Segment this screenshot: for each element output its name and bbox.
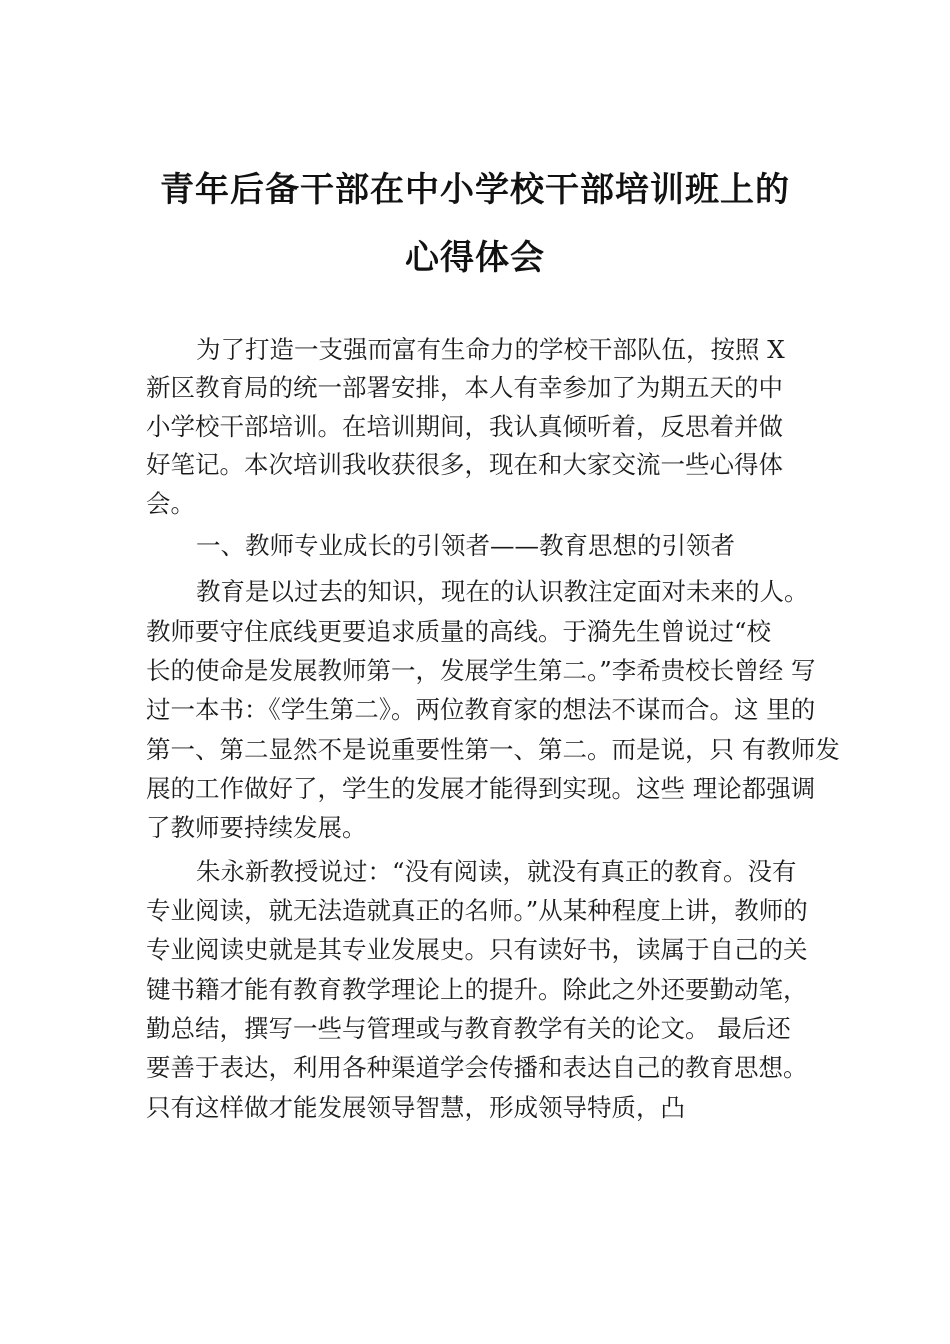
paragraph-2-line: 展的工作做好了，学生的发展才能得到实现。这些 理论都强调 bbox=[146, 774, 816, 803]
paragraph-3-line: 只有这样做才能发展领导智慧，形成领导特质，凸 bbox=[146, 1093, 685, 1122]
paragraph-2-line: 了教师要持续发展。 bbox=[146, 813, 367, 842]
paragraph-2-line: 第一、第二显然不是说重要性第一、第二。而是说，只 有教师发 bbox=[146, 735, 840, 764]
paragraph-2-line: 教师要守住底线更要追求质量的高线。于漪先生曾说过“校 bbox=[146, 617, 772, 646]
document-title-line-2: 心得体会 bbox=[405, 238, 545, 278]
paragraph-1-line: 小学校干部培训。在培训期间，我认真倾听着，反思着并做 bbox=[146, 412, 783, 441]
section-heading: 一、教师专业成长的引领者——教育思想的引领者 bbox=[196, 531, 735, 560]
paragraph-1-line: 新区教育局的统一部署安排，本人有幸参加了为期五天的中 bbox=[146, 373, 783, 402]
paragraph-3-line: 朱永新教授说过：“没有阅读，就没有真正的教育。没有 bbox=[196, 857, 797, 886]
paragraph-3-line: 勤总结，撰写一些与管理或与教育教学有关的论文。 最后还 bbox=[146, 1014, 791, 1043]
paragraph-1-line: 好笔记。本次培训我收获很多，现在和大家交流一些心得体 bbox=[146, 450, 783, 479]
paragraph-2-line: 长的使命是发展教师第一，发展学生第二。”李希贵校长曾经 写 bbox=[146, 656, 816, 685]
paragraph-3-line: 专业阅读，就无法造就真正的名师。”从某种程度上讲，教师的 bbox=[146, 896, 808, 925]
paragraph-1-line: 会。 bbox=[146, 489, 195, 518]
paragraph-3-line: 专业阅读史就是其专业发展史。只有读好书，读属于自己的关 bbox=[146, 935, 808, 964]
paragraph-2-line: 过一本书：《学生第二》。两位教育家的想法不谋而合。这 里的 bbox=[146, 695, 816, 724]
paragraph-3-line: 键书籍才能有教育教学理论上的提升。除此之外还要勤动笔， bbox=[146, 975, 808, 1004]
paragraph-2-line: 教育是以过去的知识，现在的认识教注定面对未来的人。 bbox=[196, 577, 809, 606]
document-title-line-1: 青年后备干部在中小学校干部培训班上的 bbox=[160, 170, 790, 210]
paragraph-3-line: 要善于表达，利用各种渠道学会传播和表达自己的教育思想。 bbox=[146, 1053, 808, 1082]
paragraph-1-line: 为了打造一支强而富有生命力的学校干部队伍，按照 X bbox=[196, 335, 785, 364]
